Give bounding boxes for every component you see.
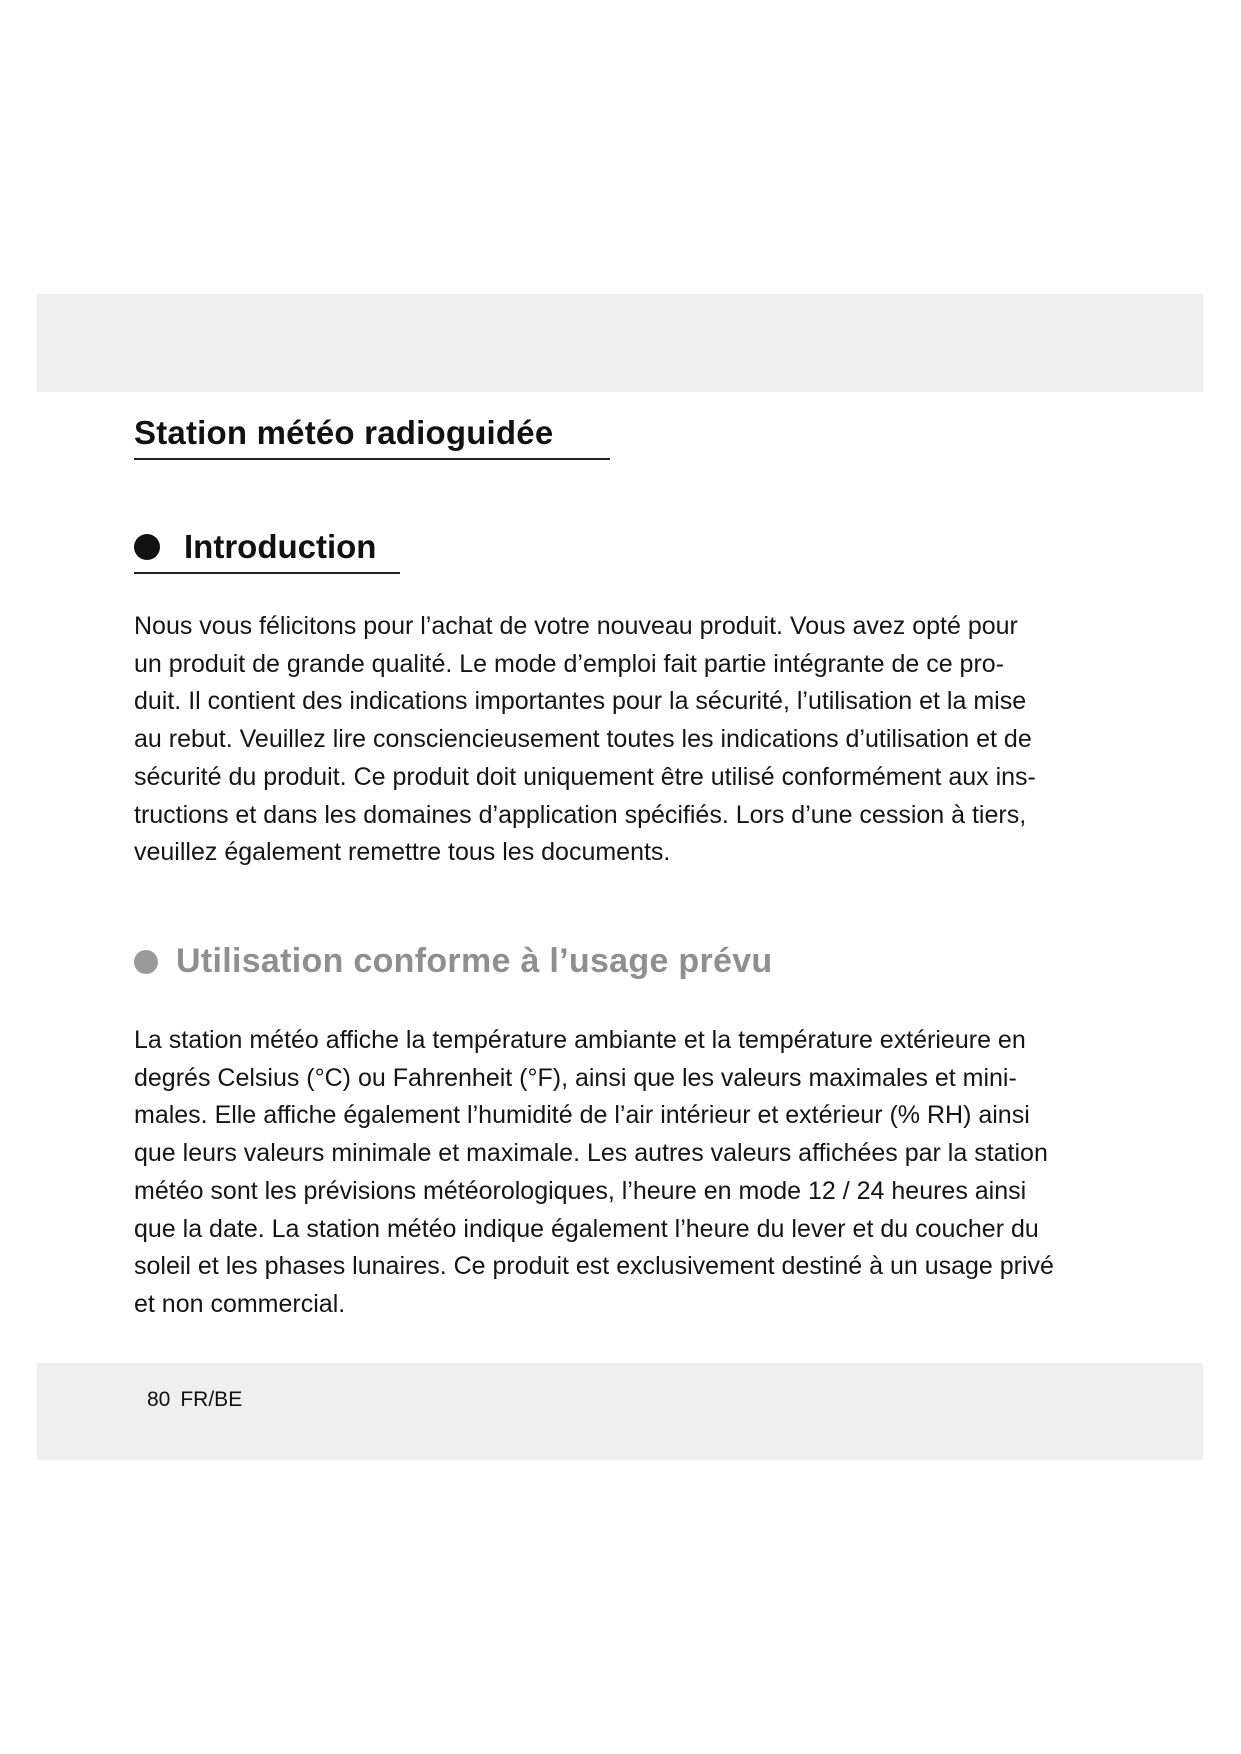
paragraph-line: au rebut. Veuillez lire consciencieusement toutes les indications d’utilisation et de	[134, 725, 1032, 754]
paragraph-line: males. Elle affiche également l’humidité de l’air intérieur et extérieur (% RH) ainsi	[134, 1101, 1030, 1130]
section-underline	[134, 572, 400, 574]
paragraph-line: sécurité du produit. Ce produit doit uniquement être utilisé conformément aux ins-	[134, 762, 1036, 791]
bullet-dot-icon	[134, 950, 158, 974]
locale-code: FR/BE	[180, 1388, 243, 1411]
introduction-paragraph	[134, 608, 1094, 872]
paragraph-line: un produit de grande qualité. Le mode d’emploi fait partie intégrante de ce pro-	[134, 649, 1005, 678]
paragraph-line: Nous vous félicitons pour l’achat de votre nouveau produit. Vous avez opté pour	[134, 612, 1018, 640]
page-number: 80	[147, 1388, 171, 1411]
paragraph-line: que la date. La station météo indique également l’heure du lever et du coucher du	[134, 1214, 1039, 1243]
paragraph-line: météo sont les prévisions météorologiques, l’heure en mode 12 / 24 heures ainsi	[134, 1176, 1027, 1205]
paragraph-line: La station météo affiche la température ambiante et la température extérieure en	[134, 1026, 1026, 1054]
page-footer	[147, 1388, 242, 1412]
section-heading-intended-use	[134, 942, 773, 981]
section-heading-introduction	[134, 528, 376, 566]
paragraph-line: degrés Celsius (°C) ou Fahrenheit (°F), ainsi que les valeurs maximales et mini-	[134, 1063, 1017, 1092]
paragraph-line: soleil et les phases lunaires. Ce produit est exclusivement destiné à un usage privé	[134, 1252, 1054, 1281]
paragraph-line: et non commercial.	[134, 1289, 346, 1318]
paragraph-line: que leurs valeurs minimale et maximale. Les autres valeurs affichées par la station	[134, 1139, 1048, 1168]
paragraph-line: duit. Il contient des indications importantes pour la sécurité, l’utilisation et la mise	[134, 687, 1027, 716]
section-title: Utilisation conforme à l’usage prévu	[176, 942, 773, 980]
document-title: Station météo radioguidée	[134, 414, 554, 451]
intended-use-paragraph	[134, 1022, 1094, 1324]
section-title: Introduction	[184, 528, 377, 565]
title-underline	[134, 458, 610, 460]
paragraph-line: veuillez également remettre tous les documents.	[134, 838, 671, 867]
bullet-dot-icon	[134, 534, 160, 560]
header-band	[37, 294, 1203, 392]
paragraph-line: tructions et dans les domaines d’application spécifiés. Lors d’une cession à tiers,	[134, 800, 1027, 829]
